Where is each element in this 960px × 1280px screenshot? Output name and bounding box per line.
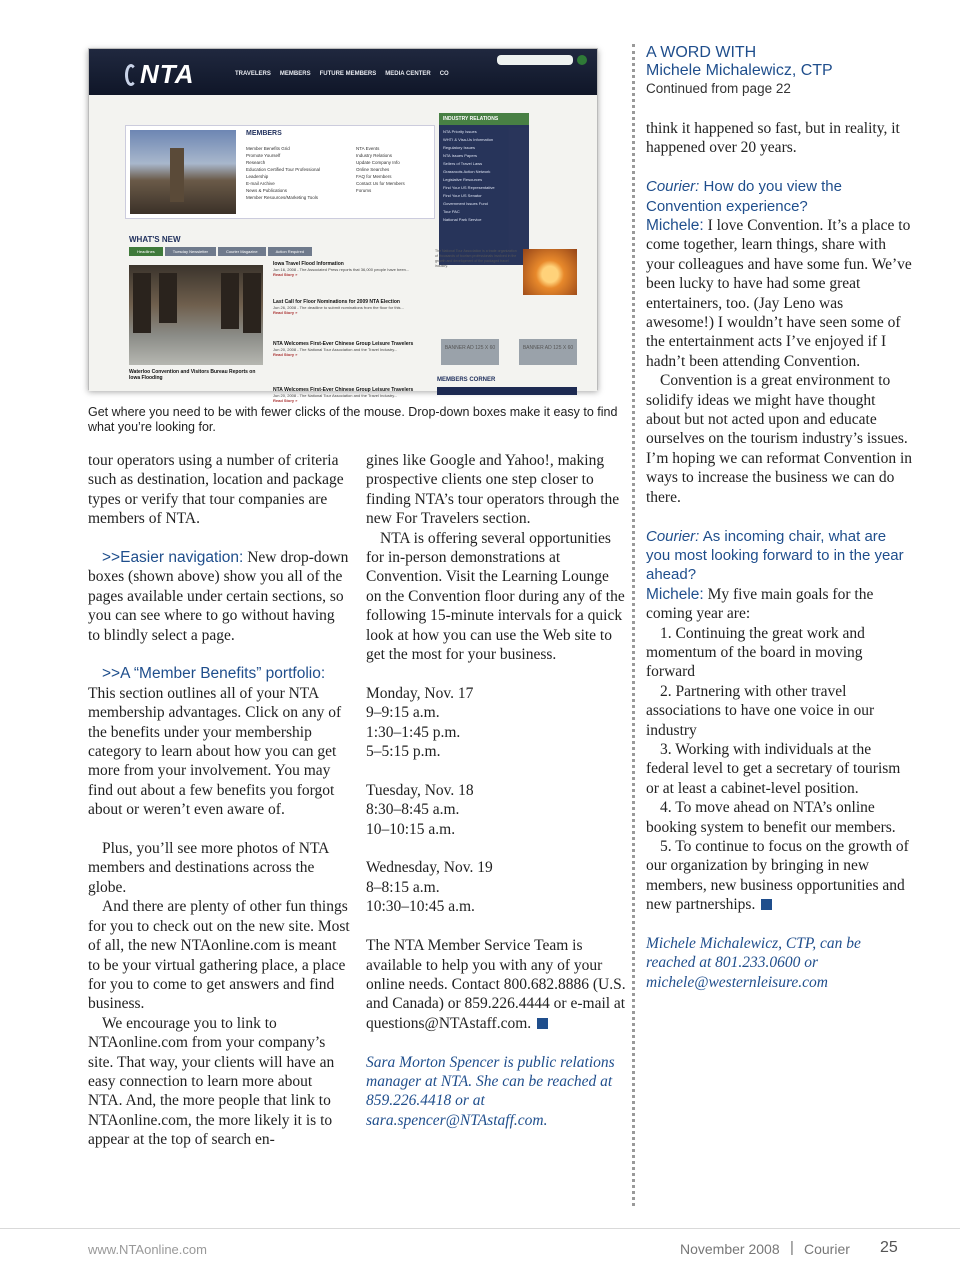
paragraph: Convention is a great environment to solidify ideas we might have thought about but not acted upon and educate ourselves on the tourism industry’s issues. I’m hoping we can reformat Convention in ways to increase the business we can do there. — [646, 372, 913, 506]
footer-magazine-name: Courier — [804, 1241, 850, 1257]
nav-item: FUTURE MEMBERS — [319, 71, 377, 77]
schedule-time: 8–8:15 a.m. — [366, 878, 440, 896]
news-story: NTA Welcomes First-Ever Chinese Group Leisure Travelers Jun 20, 2008 - The National Tour Association and the Travel Industry... Read Story » — [273, 341, 414, 357]
members-corner-heading: MEMBERS CORNER — [437, 377, 496, 383]
about-nta-blurb: The National Tour Association is a trade organization of thousands of tourism professionals involved in the growth and development of the packaged travel industry. — [435, 249, 517, 268]
search-go-icon — [577, 55, 587, 65]
flood-photo — [129, 265, 263, 365]
question: Courier: How do you view the Convention experience? — [646, 178, 842, 215]
site-body — [89, 95, 597, 403]
schedule-time: 1:30–1:45 p.m. — [366, 723, 461, 741]
goal-item: 1. Continuing the great work and momentum of the board in moving forward — [646, 624, 865, 681]
footer-separator: | — [790, 1239, 794, 1256]
schedule-time: 9–9:15 a.m. — [366, 704, 440, 722]
schedule-day: Wednesday, Nov. 19 — [366, 859, 493, 877]
nta-logo: NTA — [125, 59, 195, 90]
end-of-article-mark-icon — [761, 899, 772, 910]
banner-ad: BANNER AD 125 X 60 — [441, 339, 499, 365]
members-title: MEMBERS — [246, 130, 282, 137]
sidebar-column — [646, 44, 912, 992]
sidebar-kicker: A WORD WITH — [646, 44, 757, 61]
paragraph: We encourage you to link to NTAonline.com from your company’s site. That way, your clients will have an easy connection to learn more about NTA. And, the more people that link to NTAonline.com, the more likely it is to appear at the top of search en- — [88, 1014, 335, 1149]
site-search-field — [497, 55, 573, 65]
goal-item: 5. To continue to focus on the growth of our organization by bringing in new members, new business opportunities and new partnerships. — [646, 838, 909, 914]
column-divider — [632, 44, 635, 1206]
figure-caption: Get where you need to be with fewer clicks of the mouse. Drop-down boxes make it easy to find what you’re looking for. — [88, 405, 618, 434]
news-story: Iowa Travel Flood Information Jun 16, 2008 - The Associated Press reports that 36,000 people have been... Read Story » — [273, 261, 410, 277]
schedule-day: Tuesday, Nov. 18 — [366, 781, 474, 799]
members-corner-tabs — [437, 387, 577, 395]
page-number: 25 — [880, 1239, 898, 1256]
paragraph: >>A “Member Benefits” portfolio: This section outlines all of your NTA membership advantages. Click on any of the benefits under your membership category to learn about how you can get more from your involvement. You may find out about a few benefits you forgot about or weren’t even aware of. — [88, 665, 342, 819]
site-nav — [235, 71, 449, 77]
footer-rule — [0, 1228, 960, 1229]
schedule-time: 10:30–10:45 a.m. — [366, 898, 475, 916]
site-header — [89, 49, 597, 95]
goal-item: 2. Partnering with other travel associations to have one voice in our industry — [646, 682, 875, 739]
industry-relations-dropdown: INDUSTRY RELATIONS NTA Priority Issues WHTI & Visa-Us Information Regulatory Issues NTA Issues Papers Sellers of Travel Laws Grassroots Action Network Legislative Resources Find Your US Representative Find Your US Senator Government Issues Fund Tour PAC National Park Service — [439, 113, 529, 265]
goal-item: 4. To move ahead on NTA’s online booking system to benefit our members. — [646, 799, 896, 836]
schedule-time: 10–10:15 a.m. — [366, 820, 456, 838]
members-list-2: NTA Events Industry Relations Update Company Info Online Searches FAQ for Members Contact Us for Members Forums — [356, 146, 405, 193]
members-list-1: Member Benefits Grid Promote Yourself Research Education Certified Tour Professional Leadership E-mail Archive News & Publications Member Resources/Marketing Tools — [246, 146, 320, 200]
paragraph: The NTA Member Service Team is available to help you with any of your online needs. Contact 800.682.8886 (U.S. and Canada) or 859.226.4444 or e-mail at questions@NTAstaff.com. — [366, 937, 626, 1032]
paragraph: And there are plenty of other fun things for you to check out on the new site. Most of all, the new NTAonline.com is meant to be your virtual gathering place, a place for you to come to get answers and find business. — [88, 898, 350, 1013]
paragraph: Plus, you’ll see more photos of NTA members and destinations across the globe. — [88, 840, 329, 896]
schedule-day: Monday, Nov. 17 — [366, 684, 474, 702]
whats-new-tabs: Headlines Tuesday Newsletter Courier Magazine Action Required — [129, 247, 312, 256]
question: Courier: As incoming chair, what are you most looking forward to in the year ahead? — [646, 527, 904, 584]
banner-ad: BANNER AD 125 X 60 — [519, 339, 577, 365]
answer: Michele: I love Convention. It’s a place to come together, learn things, share with your colleagues and have some fun. We’ve been lucky to have had some great entertainers, too. (Jay Leno was awesome!) I wouldn’t have seen some of the entertainment acts I’ve enjoyed if I hadn’t been attending Convention. — [646, 217, 912, 370]
nav-item: TRAVELERS — [235, 71, 271, 77]
answer: Michele: My five main goals for the coming year are: — [646, 585, 874, 623]
sunset-photo — [523, 249, 577, 295]
author-bio: Michele Michalewicz, CTP, can be reached at 801.233.0600 or michele@westernleisure.com — [646, 935, 861, 991]
paragraph: tour operators using a number of criteria such as destination, location and package types or verify that tour companies are members of NTA. — [88, 452, 344, 528]
schedule-time: 5–5:15 p.m. — [366, 743, 441, 761]
subhead-member-benefits: >>A “Member Benefits” portfolio: — [102, 665, 326, 683]
news-story: Last Call for Floor Nominations for 2009 NTA Election Jun 26, 2008 - The deadline to submit nominations from the floor for this... Read Story » — [273, 299, 404, 315]
nav-item: MEMBERS — [279, 71, 311, 77]
author-bio: Sara Morton Spencer is public relations manager at NTA. She can be reached at 859.226.4418 or at sara.spencer@NTAstaff.com. — [366, 1053, 615, 1129]
nav-item: MEDIA CENTER — [385, 71, 431, 77]
footer-url: www.NTAonline.com — [88, 1242, 207, 1257]
news-story: NTA Welcomes First-Ever Chinese Group Leisure Travelers Jun 20, 2008 - The National Tour Association and the Travel Industry... Read Story » — [273, 387, 414, 403]
flood-photo-caption: Waterloo Convention and Visitors Bureau Reports on Iowa Flooding — [129, 369, 256, 381]
article-column-2 — [366, 451, 628, 1130]
goal-item: 3. Working with individuals at the federal level to get a secretary of tourism or at least a cabinet-level position. — [646, 740, 901, 797]
nav-item: CO — [439, 71, 449, 77]
whats-new-heading: WHAT'S NEW — [129, 235, 181, 244]
dropdown-list: NTA Priority Issues WHTI & Visa-Us Information Regulatory Issues NTA Issues Papers Sellers of Travel Laws Grassroots Action Network Legislative Resources Find Your US Representative Find Your US Senator Government Issues Fund Tour PAC National Park Service — [443, 129, 495, 222]
paragraph: >>Easier navigation: New drop-down boxes (shown above) show you all of the pages available under certain sections, so you can see where to go without having to blindly select a page. — [88, 549, 349, 644]
paragraph: think it happened so fast, but in reality, it happened over 20 years. — [646, 120, 900, 157]
end-of-article-mark-icon — [537, 1018, 548, 1029]
logo-swoosh-icon — [125, 64, 137, 86]
members-menu-panel — [125, 125, 435, 219]
continued-from: Continued from page 22 — [646, 81, 791, 96]
sidebar-name: Michele Michalewicz, CTP — [646, 62, 833, 79]
paragraph: NTA is offering several opportunities for in-person demonstrations at Convention. Visit the Learning Lounge on the Convention floor during any of the following 15-minute intervals for a quick look at how you can use the Web site to get the most for your business. — [366, 529, 625, 664]
subhead-easier-navigation: >>Easier navigation: — [102, 549, 244, 567]
footer-issue-date: November 2008 — [680, 1241, 780, 1257]
paragraph: gines like Google and Yahoo!, making prospective clients one step closer to finding NTA’s tour operators through the new For Travelers section. — [366, 452, 620, 528]
members-photo — [130, 130, 236, 214]
website-screenshot-figure — [88, 48, 598, 403]
schedule-time: 8:30–8:45 a.m. — [366, 801, 460, 819]
article-column-1 — [88, 451, 350, 1150]
